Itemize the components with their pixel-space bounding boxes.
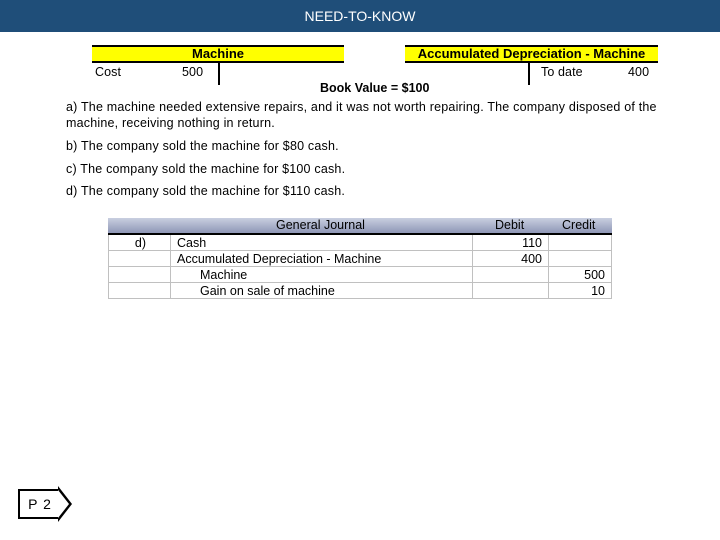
accum-depr-account-title: Accumulated Depreciation - Machine [405,45,658,63]
journal-body [108,235,612,299]
debit-amount: 110 [473,235,549,251]
table-row [108,283,612,299]
account-name: Gain on sale of machine [171,283,473,299]
accum-depr-credit-label: To date [541,65,583,79]
machine-t-divider [218,61,220,85]
accum-depr-t-divider [528,61,530,85]
machine-account-title: Machine [92,45,344,63]
machine-debit-value: 500 [182,65,204,79]
table-row [108,267,612,283]
journal-header-debit: Debit [495,218,525,232]
row-label [108,267,171,283]
journal-header-row [108,218,612,235]
table-row [108,235,612,251]
account-name: Machine [171,267,473,283]
table-row [108,251,612,267]
general-journal-table [108,218,612,299]
row-label [108,251,171,267]
machine-debit-label: Cost [95,65,122,79]
row-label [108,283,171,299]
account-name: Accumulated Depreciation - Machine [171,251,473,267]
row-label: d) [108,235,171,251]
scenario-c: c) The company sold the machine for $100 cash. [66,162,346,176]
scenario-d: d) The company sold the machine for $110 cash. [66,184,346,198]
book-value: Book Value = $100 [320,81,430,95]
journal-header-title: General Journal [276,218,365,232]
scenario-a: a) The machine needed extensive repairs, and it was not worth repairing. The company disposed of the machine, receiving nothing in return. [66,100,657,130]
credit-amount [549,251,612,267]
page-label: P 2 [28,496,52,512]
credit-amount: 10 [549,283,612,299]
debit-amount: 400 [473,251,549,267]
credit-amount [549,235,612,251]
page-title: NEED-TO-KNOW [304,8,416,24]
debit-amount [473,283,549,299]
accum-depr-credit-value: 400 [628,65,650,79]
journal-header-credit: Credit [562,218,596,232]
account-name: Cash [171,235,473,251]
debit-amount [473,267,549,283]
credit-amount: 500 [549,267,612,283]
next-page-button[interactable] [18,486,72,522]
title-bar [0,0,720,32]
scenario-b: b) The company sold the machine for $80 cash. [66,139,339,153]
